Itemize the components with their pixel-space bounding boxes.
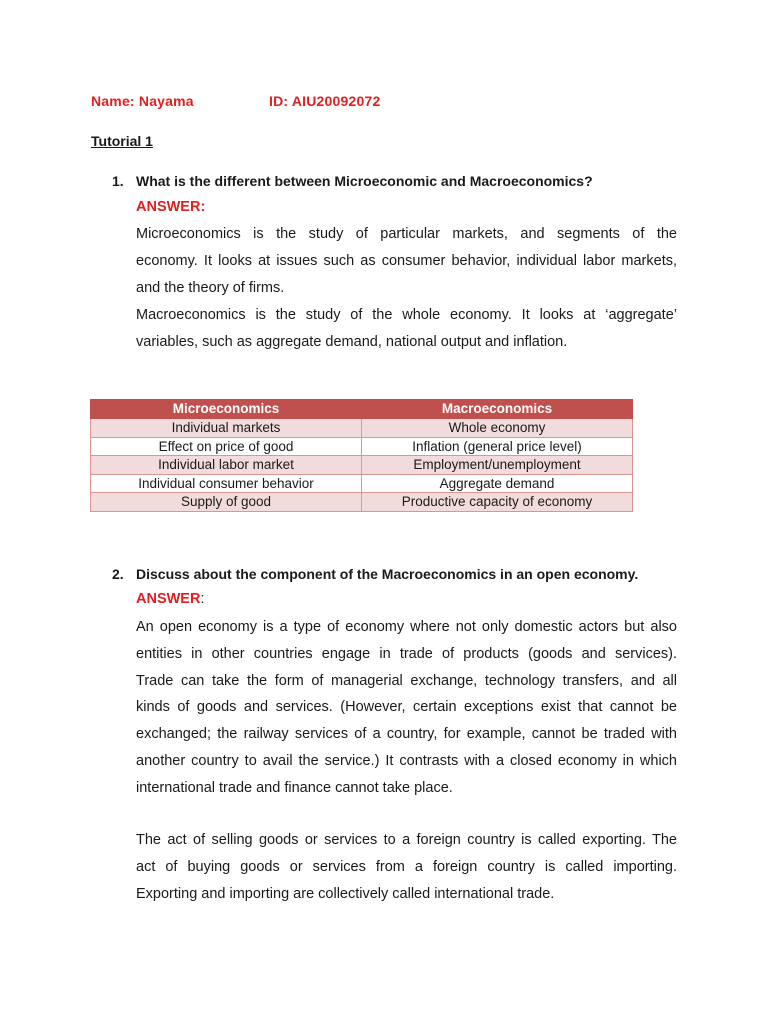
question-2-number: 2.	[112, 566, 124, 582]
answer-1-label: ANSWER:	[136, 199, 206, 215]
table-header-row	[91, 400, 633, 419]
table-cell: Individual labor market	[91, 456, 362, 475]
comparison-table	[90, 399, 633, 512]
paragraph-line: exchanged; the railway services of a country, for example, cannot be traded with	[136, 726, 677, 743]
table-row	[91, 419, 633, 438]
paragraph-line: another country to avail the service.) It contrasts with a closed economy in which	[136, 752, 677, 769]
table-cell: Employment/unemployment	[362, 456, 633, 475]
answer-1-paragraph-2	[136, 302, 677, 356]
paragraph-line: and the theory of firms.	[136, 279, 285, 296]
column-header-macroeconomics: Macroeconomics	[362, 400, 633, 419]
column-header-microeconomics: Microeconomics	[91, 400, 362, 419]
paragraph-line: kinds of goods and services. (However, certain exceptions exist that cannot be	[136, 699, 677, 716]
question-2	[112, 566, 638, 582]
paragraph-line: act of buying goods or services from a foreign country is called importing.	[136, 858, 677, 875]
paragraph-line: variables, such as aggregate demand, national output and inflation.	[136, 333, 568, 350]
paragraph-line: Microeconomics is the study of particular markets, and segments of the	[136, 226, 677, 242]
answer-2-paragraph-1	[136, 614, 677, 802]
table-row	[91, 493, 633, 512]
student-name: Name: Nayama	[91, 93, 194, 109]
table-cell: Aggregate demand	[362, 474, 633, 493]
table-row	[91, 437, 633, 456]
question-1	[112, 173, 593, 189]
table-row	[91, 456, 633, 475]
tutorial-title: Tutorial 1	[91, 133, 153, 149]
table-cell: Supply of good	[91, 493, 362, 512]
table-cell: Inflation (general price level)	[362, 437, 633, 456]
question-2-text: Discuss about the component of the Macroeconomics in an open economy.	[136, 566, 639, 582]
question-1-text: What is the different between Microeconomic and Macroeconomics?	[136, 173, 593, 189]
answer-2-label-colon: :	[200, 591, 205, 607]
answer-1-paragraph-1	[136, 221, 677, 301]
paragraph-line: economy. It looks at issues such as consumer behavior, individual labor markets,	[136, 252, 677, 269]
answer-2-paragraph-2	[136, 827, 677, 907]
paragraph-line: The act of selling goods or services to a foreign country is called exporting. The	[136, 832, 677, 848]
paragraph-line: entities in other countries engage in trade of products (goods and services).	[136, 645, 677, 662]
table-cell: Individual consumer behavior	[91, 474, 362, 493]
paragraph-line: Macroeconomics is the study of the whole economy. It looks at ‘aggregate’	[136, 307, 677, 323]
paragraph-line: Trade can take the form of managerial exchange, technology transfers, and all	[136, 672, 677, 689]
answer-2-label-text: ANSWER	[136, 591, 201, 607]
table-cell: Whole economy	[362, 419, 633, 438]
table-cell: Individual markets	[91, 419, 362, 438]
table-row	[91, 474, 633, 493]
paragraph-line: An open economy is a type of economy where not only domestic actors but also	[136, 619, 677, 635]
student-id: ID: AIU20092072	[269, 93, 381, 109]
answer-2-label	[136, 591, 204, 607]
table-cell: Effect on price of good	[91, 437, 362, 456]
paragraph-line: international trade and finance cannot take place.	[136, 779, 453, 796]
paragraph-line: Exporting and importing are collectively called international trade.	[136, 885, 555, 902]
student-header	[91, 93, 381, 109]
question-1-number: 1.	[112, 173, 124, 189]
table-cell: Productive capacity of economy	[362, 493, 633, 512]
